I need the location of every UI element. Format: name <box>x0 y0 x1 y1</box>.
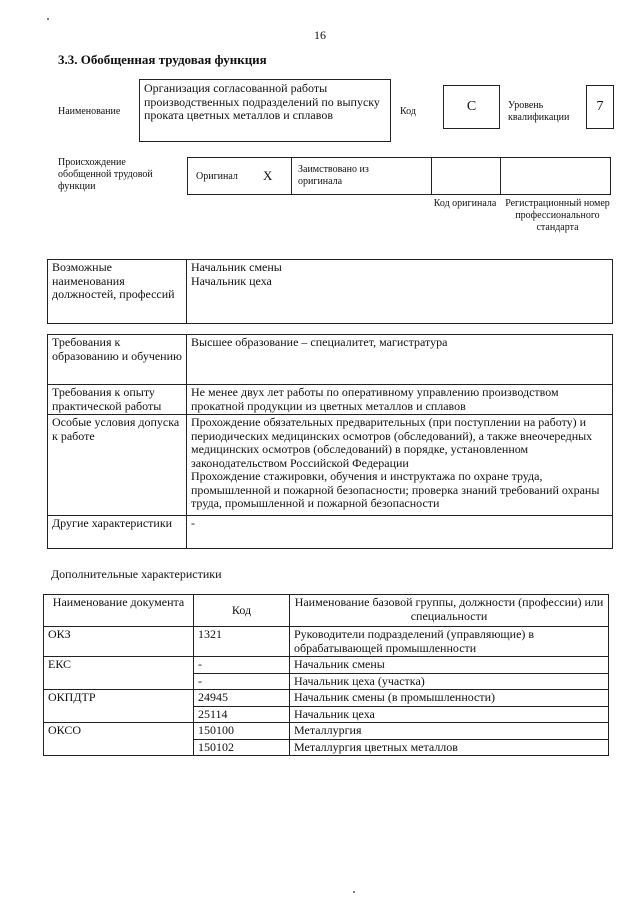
row-doc: ОКПДТР <box>44 690 194 723</box>
code-label: Код <box>400 106 416 117</box>
origin-label: Происхождение обобщенной трудовой функции <box>58 157 153 192</box>
additional-table <box>43 594 609 756</box>
row-doc: ОКСО <box>44 723 194 756</box>
row-doc: ОКЗ <box>44 627 194 657</box>
req-education-value: Высшее образование – специалитет, магистратура <box>187 335 613 385</box>
origin-box <box>187 157 611 195</box>
row-name: Руководители подразделений (управляющие) в обрабатывающей промышленности <box>290 627 609 657</box>
requirements-table <box>47 334 613 549</box>
req-other-value: - <box>187 516 613 549</box>
row-doc: ЕКС <box>44 657 194 690</box>
row-name: Начальник цеха (участка) <box>290 673 609 690</box>
req-experience-label: Требования к опыту практической работы <box>48 385 187 415</box>
header-code: Код <box>194 595 290 627</box>
row-code: 150100 <box>194 723 290 740</box>
row-name: Начальник смены <box>290 657 609 674</box>
level-value: 7 <box>586 85 614 129</box>
row-code: 24945 <box>194 690 290 707</box>
borrowed-label: Заимствовано из оригинала <box>298 164 369 187</box>
row-name: Металлургия <box>290 723 609 740</box>
name-value: Организация согласованной работы производственных подразделений по выпуску проката цветных металлов и сплавов <box>139 79 391 142</box>
header-doc: Наименование документа <box>44 595 194 627</box>
table-row <box>44 690 609 707</box>
row-code: 25114 <box>194 706 290 723</box>
req-other-label: Другие характеристики <box>48 516 187 549</box>
original-mark: X <box>263 168 273 183</box>
position-item: Начальник цеха <box>191 273 272 288</box>
row-code: 150102 <box>194 739 290 756</box>
header-name: Наименование базовой группы, должности (профессии) или специальности <box>290 595 609 627</box>
positions-table <box>47 259 613 324</box>
code-value: C <box>443 85 500 129</box>
req-education-label: Требования к образованию и обучению <box>48 335 187 385</box>
position-item: Начальник смены <box>191 260 282 274</box>
reg-number-label: Регистрационный номер профессионального стандарта <box>505 198 610 233</box>
row-code: - <box>194 673 290 690</box>
original-label: Оригинал <box>196 171 238 182</box>
req-admission-value: Прохождение обязательных предварительных (при поступлении на работу) и периодических медицинских осмотров (обследований), а также внеочередных медицинских осмотров (обследований) в порядке, установленном законодательством Российской Федерации Прохождение стажировки, обучения и инструктажа по охране труда, промышленной и пожарной безопасности; проверка знаний требований охраны труда, промышленной и пожарной безопасности <box>187 415 613 516</box>
req-admission-label: Особые условия допуска к работе <box>48 415 187 516</box>
positions-label: Возможные наименования должностей, профессий <box>48 260 187 324</box>
code-original-label: Код оригинала <box>433 198 497 209</box>
row-name: Начальник цеха <box>290 706 609 723</box>
row-code: 1321 <box>194 627 290 657</box>
table-row <box>44 657 609 674</box>
req-experience-value: Не менее двух лет работы по оперативному управлению производством прокатной продукции из цветных металлов и сплавов <box>187 385 613 415</box>
table-row <box>44 627 609 657</box>
scan-speck <box>47 18 49 20</box>
page-number: 16 <box>314 28 326 42</box>
name-label: Наименование <box>58 106 121 117</box>
additional-title: Дополнительные характеристики <box>51 567 222 581</box>
level-label: Уровень квалификации <box>508 100 570 123</box>
row-name: Металлургия цветных металлов <box>290 739 609 756</box>
row-code: - <box>194 657 290 674</box>
table-row <box>44 723 609 740</box>
row-name: Начальник смены (в промышленности) <box>290 690 609 707</box>
scan-speck <box>353 891 355 893</box>
section-title: 3.3. Обобщенная трудовая функция <box>58 52 267 67</box>
